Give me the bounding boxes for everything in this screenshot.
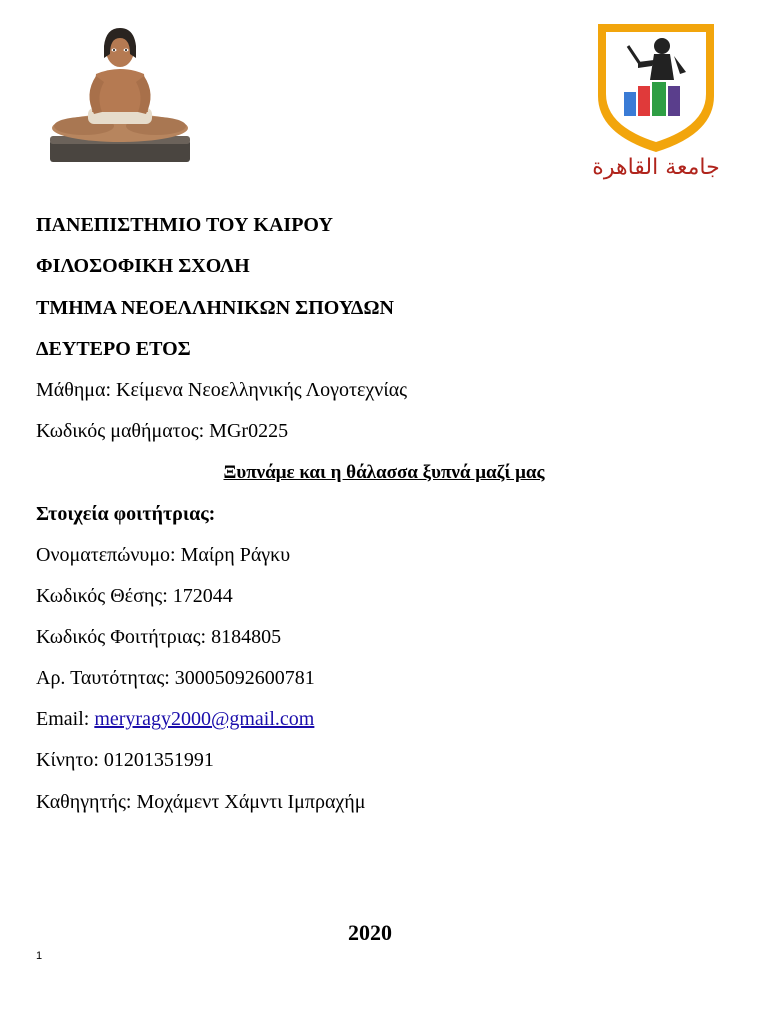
email-line <box>36 707 314 731</box>
document-year: 2020 <box>348 920 392 945</box>
department-name: ΤΜΗΜΑ ΝΕΟΕΛΛΗΝΙΚΩΝ ΣΠΟΥΔΩΝ <box>36 297 394 319</box>
student-name: Ονοματεπώνυμο: Μαίρη Ράγκυ <box>36 544 291 566</box>
year-of-study: ΔΕΥΤΕΡΟ ΕΤΟΣ <box>36 338 191 360</box>
professor-name: Καθηγητής: Μοχάμεντ Χάμντι Ιμπραχήμ <box>36 791 366 813</box>
course-code: Κωδικός μαθήματος: MGr0225 <box>36 420 289 442</box>
id-number: Αρ. Ταυτότητας: 30005092600781 <box>36 667 315 689</box>
page-number: 1 <box>36 950 43 962</box>
essay-title: Ξυπνάμε και η θάλασσα ξυπνά μαζί μας <box>223 462 545 483</box>
student-code: Κωδικός Φοιτήτριας: 8184805 <box>36 626 282 648</box>
course-subject: Μάθημα: Κείμενα Νεοελληνικής Λογοτεχνίας <box>36 379 408 401</box>
scribe-statue-image <box>44 24 194 166</box>
seat-code: Κωδικός Θέσης: 172044 <box>36 585 233 607</box>
cairo-university-emblem <box>588 16 724 188</box>
email-link[interactable]: meryragy2000@gmail.com <box>94 708 315 730</box>
email-label: Email: <box>36 708 95 730</box>
university-name: ΠΑΝΕΠΙΣΤΗΜΙΟ ΤΟΥ ΚΑΙΡΟΥ <box>36 214 333 236</box>
emblem-caption: جامعة القاهرة <box>592 155 720 180</box>
mobile-number: Κίνητο: 01201351991 <box>36 749 214 771</box>
faculty-name: ΦΙΛΟΣΟΦΙΚΗ ΣΧΟΛΗ <box>36 255 250 277</box>
student-details-heading: Στοιχεία φοιτήτριας: <box>36 503 216 525</box>
